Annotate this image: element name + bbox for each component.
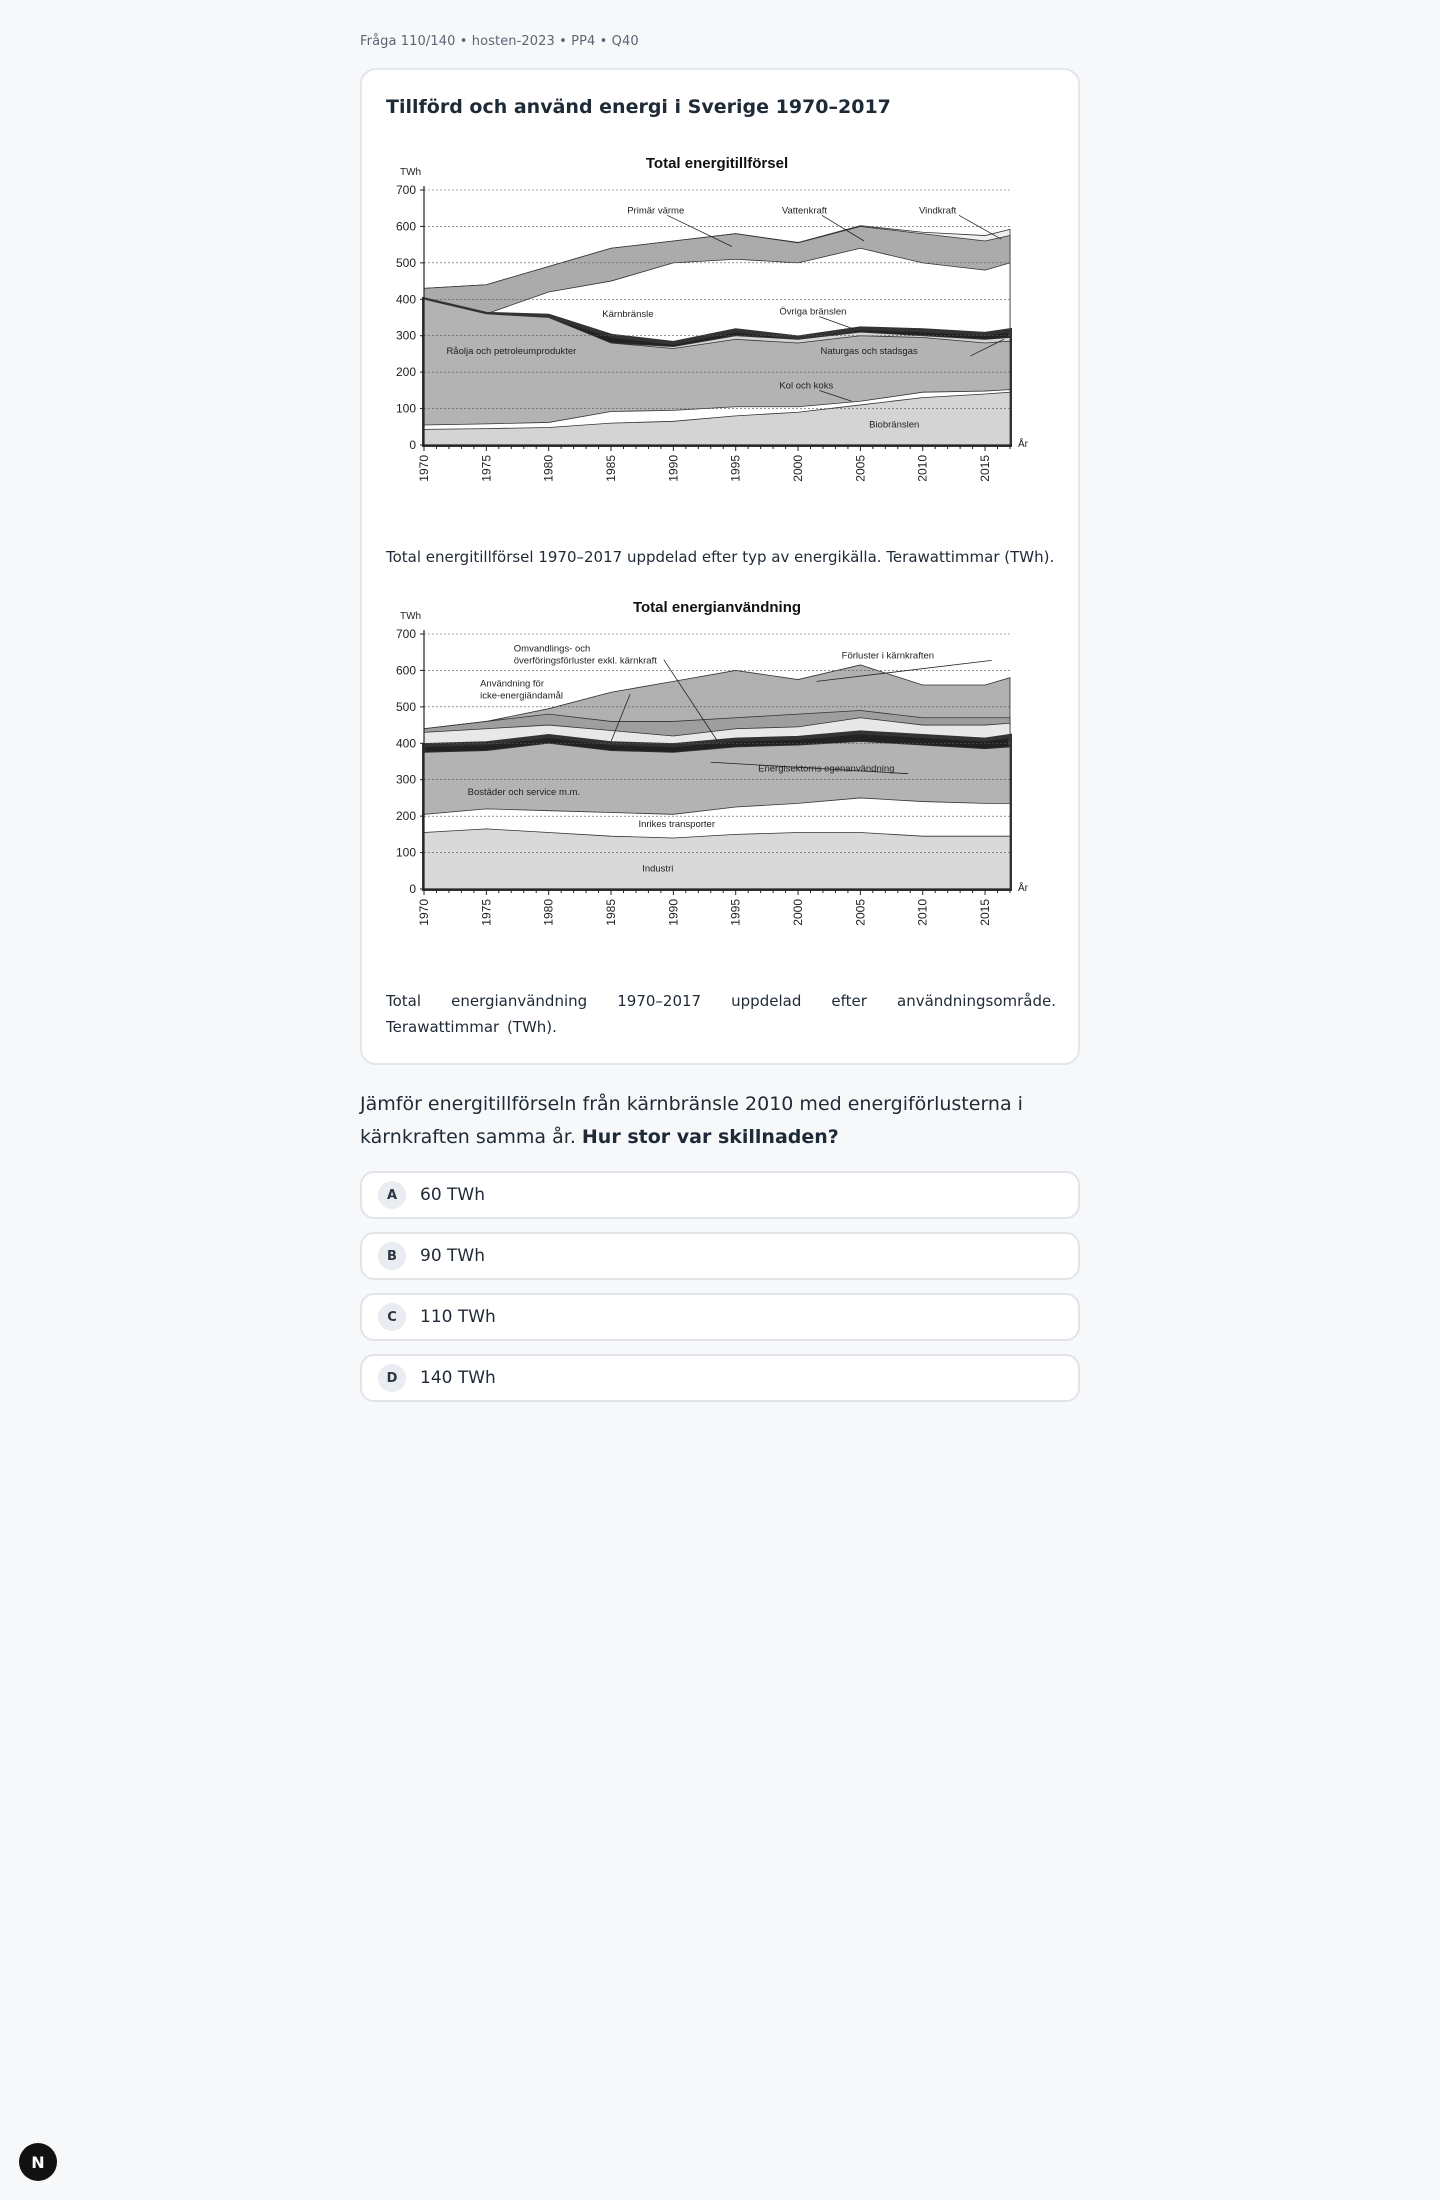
x-tick-label: 1985 — [604, 455, 619, 482]
option-text: 90 TWh — [420, 1246, 486, 1266]
y-tick-label: 200 — [395, 365, 416, 380]
app-badge-button[interactable]: N — [19, 2143, 57, 2181]
x-tick-label: 1975 — [479, 899, 494, 926]
card-title: Tillförd och använd energi i Sverige 1970–2017 — [386, 96, 891, 118]
series-annotation: Industri — [642, 863, 674, 875]
series-annotation: Inrikes transporter — [638, 819, 716, 831]
option-letter: A — [378, 1181, 406, 1209]
y-tick-label: 300 — [395, 328, 416, 343]
y-tick-label: 600 — [395, 663, 416, 678]
y-tick-label: 400 — [395, 292, 416, 307]
question-body: Jämför energitillförseln från kärnbränsle 2010 med energiförlusterna i kärnkraften samma år. — [360, 1093, 1023, 1148]
x-tick-label: 2015 — [978, 455, 993, 482]
x-tick-label: 1995 — [728, 899, 743, 926]
y-tick-label: 500 — [395, 699, 416, 714]
x-tick-label: 1995 — [728, 455, 743, 482]
series-annotation: Bostäder och service m.m. — [467, 787, 581, 799]
option-a[interactable] — [360, 1171, 1080, 1219]
y-tick-label: 700 — [395, 627, 416, 641]
series-annotation: Användning för — [480, 678, 545, 690]
x-axis-label: År — [1018, 439, 1028, 450]
series-annotation: Energisektorns egenanvändning — [758, 763, 895, 775]
x-tick-label: 2000 — [791, 455, 806, 482]
x-tick-label: 2010 — [915, 455, 930, 482]
series-annotation: Vindkraft — [918, 205, 957, 217]
y-tick-label: 100 — [395, 845, 416, 860]
series-annotation: Kärnbränsle — [602, 308, 654, 320]
y-tick-label: 500 — [395, 255, 416, 270]
series-annotation: Vattenkraft — [781, 205, 828, 217]
x-tick-label: 1970 — [417, 455, 431, 482]
series-annotation: Förluster i kärnkraften — [841, 650, 935, 662]
x-tick-label: 2005 — [853, 899, 868, 926]
y-tick-label: 600 — [395, 219, 416, 234]
figure-card — [360, 68, 1080, 1065]
chart-title: Total energianvändning — [632, 599, 802, 616]
y-tick-label: 0 — [409, 438, 416, 452]
option-b[interactable] — [360, 1232, 1080, 1280]
option-c[interactable] — [360, 1293, 1080, 1341]
usage-chart — [378, 582, 1038, 1042]
series-annotation: Primär värme — [627, 205, 685, 217]
x-tick-label: 1985 — [604, 899, 619, 926]
x-tick-label: 1970 — [417, 899, 431, 926]
option-letter: C — [378, 1303, 406, 1331]
y-tick-label: 200 — [395, 809, 416, 824]
x-tick-label: 1980 — [541, 455, 556, 482]
y-tick-label: 700 — [395, 183, 416, 197]
x-tick-label: 1990 — [666, 899, 681, 926]
chart-title: Total energitillförsel — [645, 155, 789, 172]
series-annotation: Omvandlings- och — [513, 643, 591, 655]
x-tick-label: 1980 — [541, 899, 556, 926]
option-letter: B — [378, 1242, 406, 1270]
x-tick-label: 2015 — [978, 899, 993, 926]
series-annotation: Biobränslen — [869, 419, 920, 431]
question-text — [360, 1088, 1090, 1154]
y-tick-label: 300 — [395, 772, 416, 787]
caption-usage: Total energianvändning 1970–2017 uppdelad efter användningsområde. Terawattimmar (TWh). — [386, 992, 1056, 1036]
series-annotation: icke-energiändamål — [480, 690, 564, 702]
series-annotation: Naturgas och stadsgas — [820, 345, 918, 357]
option-text: 110 TWh — [420, 1307, 496, 1327]
x-tick-label: 1990 — [666, 455, 681, 482]
question-emphasis: Hur stor var skillnaden? — [581, 1126, 839, 1148]
series-annotation: överföringsförluster exkl. kärnkraft — [513, 655, 657, 667]
x-tick-label: 2010 — [915, 899, 930, 926]
y-tick-label: 100 — [395, 401, 416, 416]
option-text: 60 TWh — [420, 1185, 486, 1205]
x-tick-label: 1975 — [479, 455, 494, 482]
y-axis-label: TWh — [400, 167, 422, 178]
option-text: 140 TWh — [420, 1368, 496, 1388]
series-annotation: Råolja och petroleumprodukter — [446, 345, 577, 357]
x-axis-label: År — [1018, 883, 1028, 894]
question-meta: Fråga 110/140 • hosten-2023 • PP4 • Q40 — [360, 34, 639, 49]
y-tick-label: 400 — [395, 736, 416, 751]
area-industri — [424, 829, 1010, 889]
series-annotation: Övriga bränslen — [779, 306, 847, 318]
option-letter: D — [378, 1364, 406, 1392]
option-d[interactable] — [360, 1354, 1080, 1402]
y-axis-label: TWh — [400, 611, 422, 622]
y-tick-label: 0 — [409, 882, 416, 896]
x-tick-label: 2005 — [853, 455, 868, 482]
caption-supply: Total energitillförsel 1970–2017 uppdelad efter typ av energikälla. Terawattimmar (TWh). — [386, 548, 1055, 566]
supply-chart — [378, 138, 1038, 598]
series-annotation: Kol och koks — [779, 380, 834, 392]
x-tick-label: 2000 — [791, 899, 806, 926]
